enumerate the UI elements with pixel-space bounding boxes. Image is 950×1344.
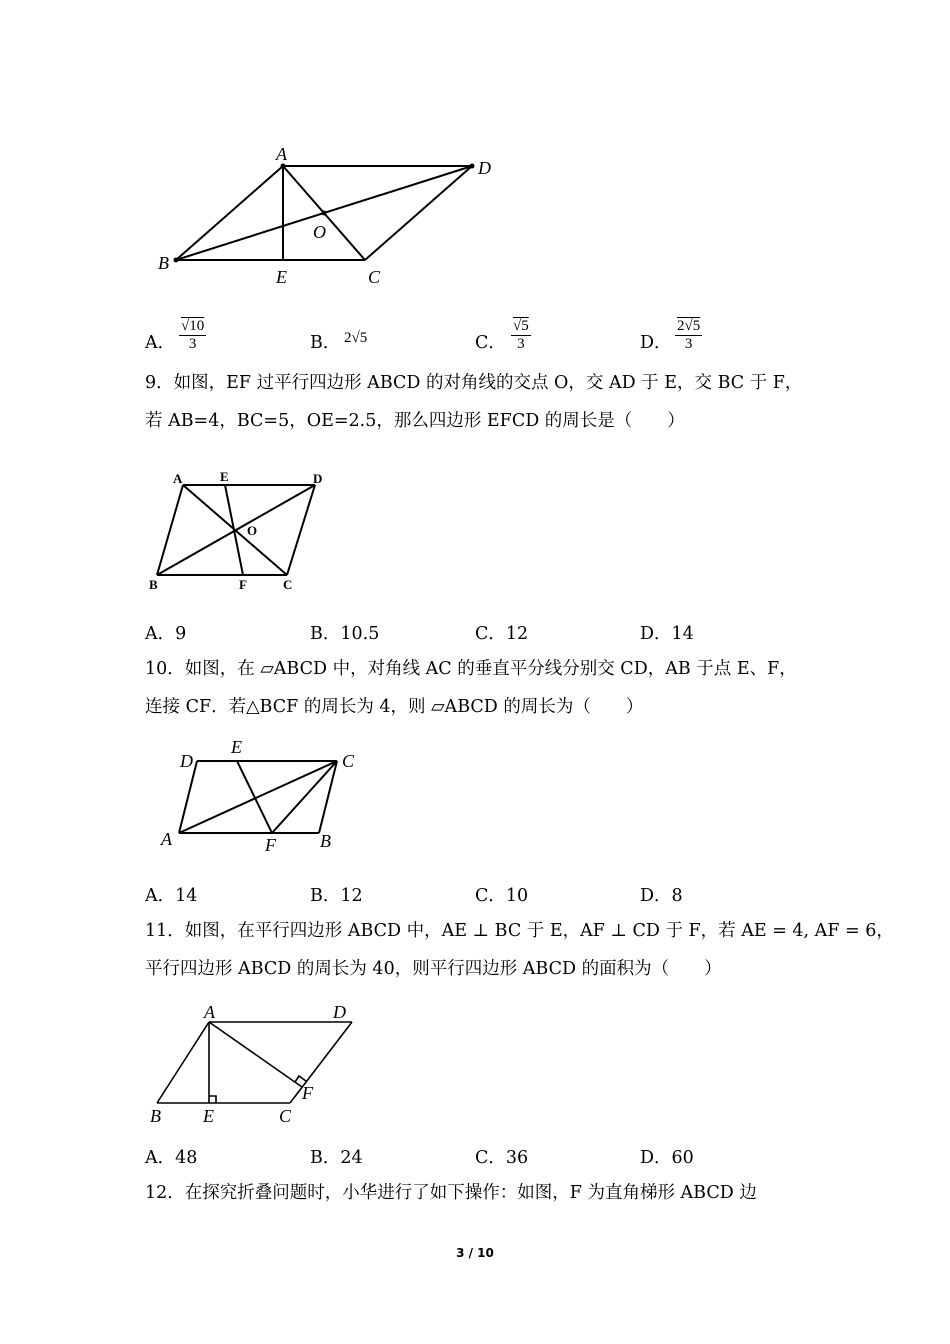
page-number: 3 / 10: [456, 1246, 494, 1260]
q10-label-d: D: [180, 751, 193, 771]
q10-option-a: A．14: [145, 886, 198, 906]
q8-option-c-denominator: 3: [517, 336, 525, 352]
q11-option-a: A．48: [145, 1148, 198, 1168]
q9-line-2: 若 AB=4，BC=5，OE=2.5，那么四边形 EFCD 的周长是（ ）: [145, 411, 685, 431]
q8-option-a-fraction: [179, 318, 206, 353]
q11-label-e: E: [203, 1106, 214, 1126]
q10-label-a: A: [161, 829, 172, 849]
q8-option-c-letter: C．: [475, 333, 506, 353]
q8-label-o: O: [313, 222, 326, 242]
q11-figure: [140, 1000, 370, 1130]
q8-option-a-letter: A．: [145, 333, 176, 353]
q10-option-d: D．8: [640, 886, 683, 906]
q11-line-1: 11．如图，在平行四边形 ABCD 中，AE ⊥ BC 于 E，AF ⊥ CD 于 F，若 AE = 4, AF = 6，: [145, 921, 894, 941]
q9-label-a: A: [173, 471, 183, 486]
q8-option-c-numerator: √5: [513, 318, 529, 334]
q9-option-d: D．14: [640, 624, 694, 644]
q10-line-1: 10．如图，在 ▱ABCD 中，对角线 AC 的垂直平分线分别交 CD，AB 于点 E、F，: [145, 659, 797, 679]
q8-option-c-fraction: [511, 318, 531, 353]
q8-options: [145, 318, 845, 358]
q9-line-1: 9．如图，EF 过平行四边形 ABCD 的对角线的交点 O，交 AD 于 E，交 BC 于 F，: [145, 373, 803, 393]
q11-label-b: B: [150, 1106, 161, 1126]
q11-option-b: B．24: [310, 1148, 363, 1168]
q9-label-d: D: [313, 471, 323, 486]
q8-option-d-fraction: [675, 318, 702, 353]
q9-label-e: E: [220, 469, 229, 484]
q10-option-c: C．10: [475, 886, 529, 906]
q11-label-c: C: [279, 1106, 292, 1126]
q12-line-1: 12．在探究折叠问题时，小华进行了如下操作：如图，F 为直角梯形 ABCD 边: [145, 1183, 757, 1203]
q11-label-a: A: [204, 1002, 215, 1022]
q11-label-d: D: [333, 1002, 346, 1022]
q10-label-f: F: [265, 835, 276, 855]
q11-line-2: 平行四边形 ABCD 的周长为 40，则平行四边形 ABCD 的面积为（ ）: [145, 959, 722, 979]
q9-option-a: A．9: [145, 624, 187, 644]
q8-label-d: D: [478, 158, 491, 178]
q8-option-d-denominator: 3: [684, 336, 693, 352]
q10-label-b: B: [320, 831, 331, 851]
q8-figure: [150, 138, 510, 298]
q10-label-e: E: [231, 737, 242, 757]
q8-option-a-numerator: √10: [181, 318, 205, 334]
q8-option-a-denominator: 3: [188, 336, 197, 352]
q9-option-c: C．12: [475, 624, 529, 644]
q9-label-o: O: [247, 523, 258, 538]
q9-label-f: F: [239, 577, 247, 592]
q8-label-c: C: [368, 267, 381, 287]
q8-label-b: B: [158, 253, 169, 273]
q9-label-c: C: [283, 577, 293, 592]
q9-label-b: B: [149, 577, 158, 592]
q11-option-d: D．60: [640, 1148, 694, 1168]
q8-option-b-value: 2√5: [344, 330, 368, 346]
q8-option-d-numerator: 2√5: [677, 318, 701, 334]
q8-label-e: E: [276, 267, 287, 287]
q8-option-d-letter: D．: [640, 333, 672, 353]
q9-option-b: B．10.5: [310, 624, 380, 644]
q8-option-b-letter: B．: [310, 333, 341, 353]
q11-option-c: C．36: [475, 1148, 529, 1168]
q10-label-c: C: [342, 751, 355, 771]
q10-line-2: 连接 CF．若△BCF 的周长为 4，则 ▱ABCD 的周长为（ ）: [145, 697, 644, 717]
q9-figure: [145, 465, 345, 595]
q10-option-b: B．12: [310, 886, 363, 906]
q10-figure: [155, 735, 375, 855]
q11-label-f: F: [302, 1083, 313, 1103]
q8-label-a: A: [276, 144, 287, 164]
